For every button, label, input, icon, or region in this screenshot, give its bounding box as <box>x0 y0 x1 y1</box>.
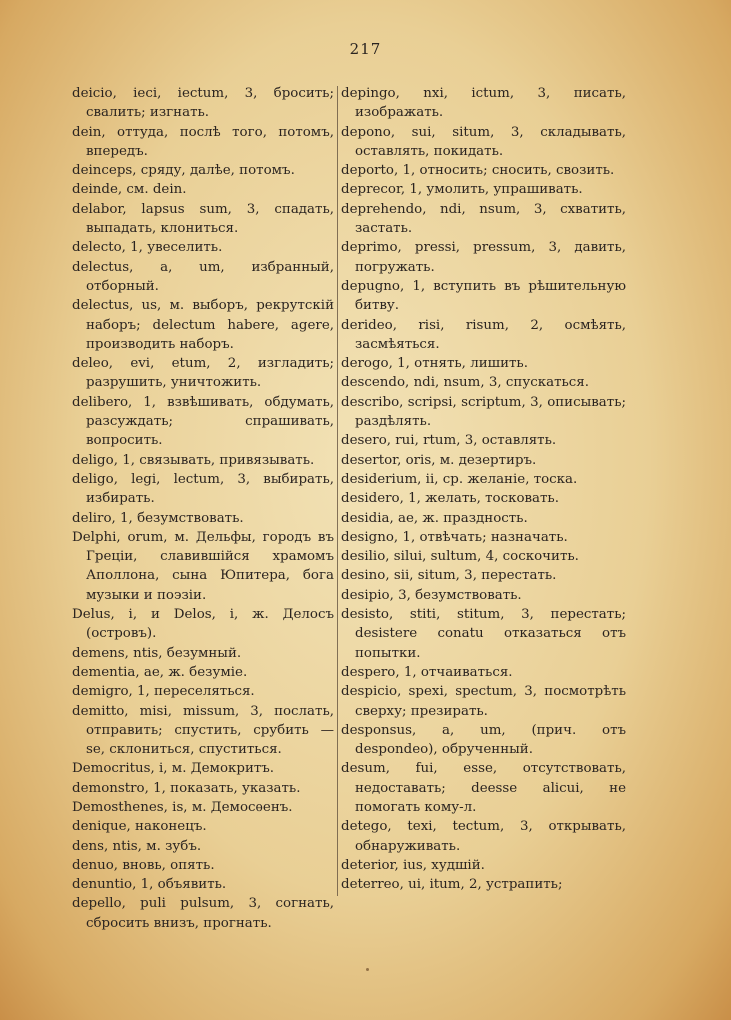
dictionary-entry: Democritus, i, м. Демокритъ. <box>72 761 275 777</box>
dictionary-entry: demonstro, 1, показать, указать. <box>72 780 301 796</box>
dictionary-entry: desponsus, a, um, (прич. отъ despondeo), обрученный. <box>341 722 626 758</box>
dictionary-entry: despicio, spexi, spectum, 3, посмотрѣть сверху; презирать. <box>341 684 626 719</box>
dictionary-entry: delabor, lapsus sum, 3, спадать, выпадать, клониться. <box>72 201 334 237</box>
dictionary-entry: desilio, silui, sultum, 4, соскочить. <box>341 549 579 565</box>
dictionary-entry: dens, ntis, м. зубъ. <box>72 838 202 854</box>
dictionary-entry: Delphi, orum, м. Дельфы, городъ въ Греціи, славившійся храмомъ Аполлона, сына Юпитера, бога музыки и поэзіи. <box>72 529 334 603</box>
dictionary-entry: denique, наконецъ. <box>72 819 207 835</box>
dictionary-entry: detego, texi, tectum, 3, открывать, обнаруживать. <box>341 819 626 854</box>
dictionary-entry: desiderium, ii, ср. желаніе, тоска. <box>341 471 578 487</box>
dictionary-entry: denuntio, 1, объявить. <box>72 877 227 893</box>
dictionary-entry: deliro, 1, безумствовать. <box>72 510 244 526</box>
dictionary-entry: designo, 1, отвѣчать; назначать. <box>341 529 568 545</box>
dictionary-entry: depello, puli pulsum, 3, согнать, сбросить внизъ, прогнать. <box>72 896 334 931</box>
dictionary-entry: demigro, 1, переселяться. <box>72 684 255 700</box>
dictionary-entry: depugno, 1, вступить въ рѣшительную битву. <box>341 278 626 314</box>
dictionary-entry: desidia, ae, ж. праздность. <box>341 510 528 526</box>
dictionary-entry: despero, 1, отчаиваться. <box>341 664 513 680</box>
dictionary-entry: desertor, oris, м. дезертиръ. <box>341 452 537 468</box>
dictionary-entry: deinde, см. dein. <box>72 182 187 198</box>
dictionary-entry: delectus, a, um, избранный, отборный. <box>72 259 334 294</box>
dictionary-entry: depingo, nxi, ictum, 3, писать, изображать. <box>341 86 626 121</box>
dictionary-entry: dein, оттуда, послѣ того, потомъ, впередъ. <box>72 124 334 159</box>
dictionary-entry: deporto, 1, относить; сносить, свозить. <box>341 163 615 179</box>
dictionary-entry: describo, scripsi, scriptum, 3, описывать; раздѣлять. <box>341 394 626 430</box>
dictionary-entry: deterreo, ui, itum, 2, устрапить; <box>341 877 563 893</box>
dictionary-entry: delecto, 1, увеселить. <box>72 240 223 256</box>
dictionary-entry: depono, sui, situm, 3, складывать, оставлять, покидать. <box>341 124 626 159</box>
dictionary-entry: deligo, legi, lectum, 3, выбирать, избирать. <box>72 471 334 507</box>
page-number: 217 <box>349 40 382 58</box>
right-column <box>341 84 626 894</box>
dictionary-entry: deleo, evi, etum, 2, изгладить; разрушить, уничтожить. <box>72 356 334 391</box>
dictionary-entry: deicio, ieci, iectum, 3, бросить; свалить; изгнать. <box>72 86 334 121</box>
dictionary-entry: demitto, misi, missum, 3, послать, отправить; спустить, срубить — se, склониться, спуститься. <box>72 703 334 758</box>
dictionary-entry: desisto, stiti, stitum, 3, перестать; desistere conatu отказаться отъ попытки. <box>341 607 626 661</box>
dictionary-entry: descendo, ndi, nsum, 3, спускаться. <box>341 375 589 391</box>
column-divider <box>337 86 338 896</box>
dictionary-entry: dementia, ae, ж. безуміе. <box>72 664 248 680</box>
ink-speck <box>366 968 369 971</box>
left-column <box>72 84 334 933</box>
dictionary-entry: deligo, 1, связывать, привязывать. <box>72 452 315 468</box>
dictionary-entry: derideo, risi, risum, 2, осмѣять, засмѣяться. <box>341 317 626 352</box>
dictionary-entry: deprehendo, ndi, nsum, 3, схватить, застать. <box>341 201 626 237</box>
dictionary-entry: delectus, us, м. выборъ, рекрутскій наборъ; delectum habere, agere, производить наборъ. <box>72 298 334 352</box>
dictionary-entry: deprimo, pressi, pressum, 3, давить, погружать. <box>341 240 626 275</box>
dictionary-entry: deterior, ius, худшій. <box>341 857 485 873</box>
dictionary-entry: desum, fui, esse, отсутствовать, недоставать; deesse alicui, не помогать кому-л. <box>341 761 626 815</box>
dictionary-entry: delibero, 1, взвѣшивать, обдумать, разсуждать; спрашивать, вопросить. <box>72 394 334 449</box>
dictionary-entry: desidero, 1, желать, тосковать. <box>341 491 559 507</box>
dictionary-entry: deprecor, 1, умолить, упрашивать. <box>341 182 583 198</box>
dictionary-entry: Demosthenes, is, м. Демосѳенъ. <box>72 799 293 815</box>
dictionary-entry: desino, sii, situm, 3, перестать. <box>341 568 557 584</box>
dictionary-entry: desero, rui, rtum, 3, оставлять. <box>341 433 557 449</box>
dictionary-entry: deinceps, сряду, далѣе, потомъ. <box>72 163 295 179</box>
dictionary-entry: Delus, i, и Delos, i, ж. Делосъ (островъ). <box>72 607 334 642</box>
dictionary-entry: desipio, 3, безумствовать. <box>341 587 522 603</box>
dictionary-entry: denuo, вновь, опять. <box>72 857 215 873</box>
dictionary-entry: demens, ntis, безумный. <box>72 645 242 661</box>
dictionary-entry: derogo, 1, отнять, лишить. <box>341 356 528 372</box>
